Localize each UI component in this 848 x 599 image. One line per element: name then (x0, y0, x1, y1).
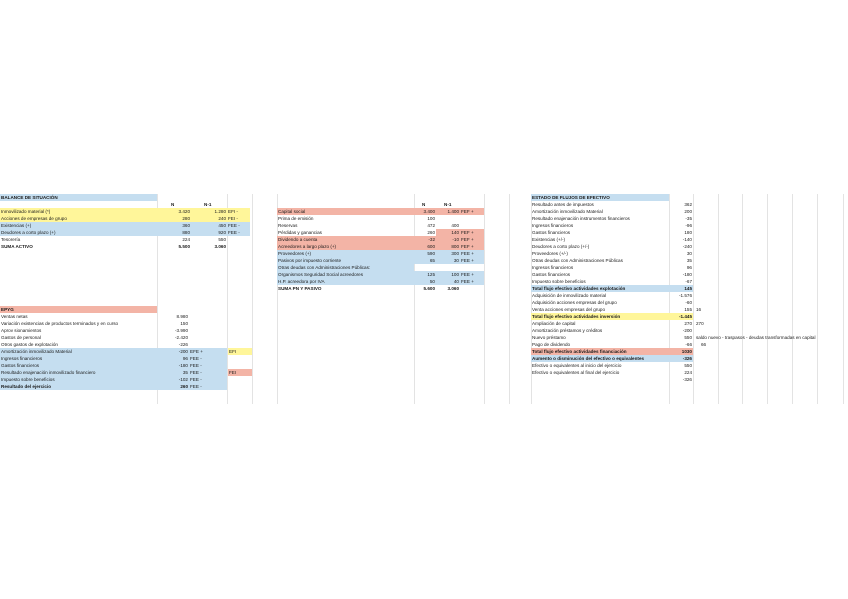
pyg-row-n[interactable]: 150 (180, 321, 188, 326)
flujos-row-value[interactable]: 550 (684, 363, 692, 368)
pasivo-col-n1: N-1 (444, 202, 452, 207)
flujos-row-note[interactable]: 270 (696, 321, 704, 326)
pyg-row-label[interactable]: Resultado enajenación inmovilizado financiero (0, 369, 157, 376)
balance-row-flag[interactable]: FEE - (227, 229, 250, 236)
flujos-row-label[interactable]: Venta acciones empresas del grupo (532, 307, 606, 312)
pyg-row-n[interactable]: 35 (157, 369, 189, 376)
balance-row-n[interactable]: 224 (182, 237, 190, 242)
balance-row-n[interactable]: 880 (157, 229, 191, 236)
flujos-row-label[interactable]: Ingresos financieros (532, 223, 574, 228)
balance-row-n[interactable]: 3.420 (157, 208, 191, 215)
pyg-row-flag[interactable]: FEE - (189, 369, 227, 376)
pasivo-col-n: N (422, 202, 426, 207)
flujos-total-financiacion-value[interactable]: 1030 (669, 348, 693, 355)
pasivo-row-label[interactable]: Dividendo a cuenta (277, 236, 414, 243)
balance-row-label[interactable]: Acciones de empresas de grupo (0, 215, 157, 222)
flujos-row-value[interactable]: 180 (684, 230, 692, 235)
flujos-row-value[interactable]: 550 (684, 335, 692, 340)
pasivo-row-n1[interactable]: 400 (451, 223, 459, 228)
flujos-row-value[interactable]: 96 (686, 265, 692, 270)
pasivo-row-label[interactable]: Pérdidas y ganancias (278, 230, 322, 235)
flujos-row-label[interactable]: Resultado antes de impuestos (532, 202, 594, 207)
balance-row-label[interactable]: Existencias (+) (0, 222, 157, 229)
flujos-row-value[interactable]: 155 (684, 307, 692, 312)
pasivo-row-n[interactable]: 50 (414, 278, 436, 285)
flujos-total-explotacion-label[interactable]: Total flujo efectivo actividades explotación (531, 285, 669, 292)
balance-total-n[interactable]: 5.500 (178, 244, 190, 249)
pyg-row-n[interactable]: -180 (157, 362, 189, 369)
flujos-total-explotacion-value[interactable]: 145 (669, 285, 693, 292)
flujos-row-value[interactable]: 270 (684, 321, 692, 326)
pasivo-row-n1[interactable]: -10 (436, 236, 460, 243)
grid-line (509, 194, 510, 404)
flujos-row-label[interactable]: Ampliación de capital (532, 321, 576, 326)
pasivo-row-label[interactable]: Prima de emisión (278, 216, 314, 221)
balance-row-flag[interactable]: FEE - (227, 222, 250, 229)
flujos-row-label[interactable]: Deudores a corto plazo (+/-) (532, 244, 590, 249)
flujos-row-label[interactable]: Resultado enajenación instrumentos financieros (532, 216, 630, 221)
pasivo-row-n[interactable]: 260 (427, 230, 435, 235)
flujos-row-value[interactable]: -60 (685, 300, 692, 305)
balance-row-label[interactable]: Tesorería (1, 237, 21, 242)
grid-line (767, 194, 768, 404)
pyg-row-label[interactable]: Aprov sionamientos (1, 328, 42, 333)
flujos-row-value[interactable]: 200 (684, 209, 692, 214)
flujos-total-inversion-value[interactable]: -1.445 (669, 313, 693, 320)
flujos-row-value[interactable]: 30 (686, 251, 692, 256)
flujos-row-label[interactable]: Pago de dividendo (532, 342, 571, 347)
pasivo-row-label[interactable]: Proveedores (+) (277, 250, 414, 257)
balance-col-n1: N-1 (204, 202, 212, 207)
flujos-variacion-label[interactable]: Aumento o disminución del efectivo o equivalentes (531, 355, 669, 362)
pasivo-row-flag[interactable]: FEF + (460, 243, 484, 250)
pasivo-row-flag[interactable]: FEE + (460, 278, 484, 285)
balance-row-n[interactable]: 280 (157, 215, 191, 222)
pasivo-row-flag[interactable]: FEF + (460, 229, 484, 236)
pyg-row-label[interactable]: Gastos financieros (0, 362, 157, 369)
pyg-row-n[interactable]: -2.420 (174, 335, 188, 340)
pyg-result-n[interactable]: 260 (157, 383, 189, 390)
pasivo-row-n[interactable]: 590 (414, 250, 436, 257)
pasivo-total-n[interactable]: 5.600 (423, 286, 435, 291)
pasivo-row-flag[interactable]: FEF + (460, 208, 484, 215)
grid-line (693, 194, 694, 404)
flujos-row-label[interactable]: Nuevo préstamo (532, 335, 566, 340)
flujos-row-value[interactable]: 224 (684, 370, 692, 375)
flujos-row-label[interactable]: Efectivo o equivalentes al inicio del ejercicio (532, 363, 622, 368)
pasivo-total-n1[interactable]: 3.060 (447, 286, 459, 291)
pyg-row-n[interactable]: -3.990 (174, 328, 188, 333)
flujos-title: ESTADO DE FLUJOS DE EFECTIVO (531, 194, 669, 201)
pasivo-row-n[interactable]: 100 (427, 216, 435, 221)
balance-total-n1[interactable]: 3.060 (214, 244, 226, 249)
flujos-row-label[interactable]: Proveedores (+/-) (532, 251, 568, 256)
pyg-row-label[interactable]: Amortización inmovilizado Material (0, 348, 157, 355)
pasivo-row-n[interactable]: 600 (414, 243, 436, 250)
pyg-result-flag[interactable]: FEE - (189, 383, 227, 390)
pyg-row-label[interactable]: Ingresos financieros (0, 355, 157, 362)
balance-row-n[interactable]: 360 (157, 222, 191, 229)
pasivo-row-flag[interactable]: FEE + (460, 257, 484, 264)
pasivo-row-n[interactable]: -32 (414, 236, 436, 243)
flujos-row-value[interactable]: -35 (685, 216, 692, 221)
pyg-row-n[interactable]: -102 (157, 376, 189, 383)
pasivo-row-n1[interactable]: 100 (436, 271, 460, 278)
pasivo-row-label[interactable]: Organismos Seguridad Social acreedores (277, 271, 414, 278)
pyg-row-mark[interactable]: FEI (228, 369, 252, 376)
pasivo-row-n[interactable]: 3.400 (414, 208, 436, 215)
balance-row-label[interactable]: Inmovilizado material (*) (0, 208, 157, 215)
pasivo-row-flag[interactable]: FEE + (460, 271, 484, 278)
pasivo-row-flag[interactable]: FEE + (460, 250, 484, 257)
grid-line (843, 194, 844, 404)
flujos-row-value[interactable]: -140 (682, 237, 692, 242)
flujos-row-label[interactable]: Adquisición acciones empresas del grupo (532, 300, 617, 305)
flujos-row-label[interactable]: Amortización préstamos y créditos (532, 328, 603, 333)
pasivo-row-n1[interactable]: 140 (436, 229, 460, 236)
flujos-row-value[interactable]: 35 (686, 258, 692, 263)
grid-line (742, 194, 743, 404)
balance-row-n1[interactable]: 450 (191, 222, 227, 229)
flujos-row-value[interactable]: -200 (682, 328, 692, 333)
pyg-row-n[interactable]: 8.980 (176, 314, 188, 319)
pyg-row-flag[interactable]: EFE + (189, 348, 227, 355)
pasivo-row-label[interactable]: Acreedores a largo plazo (+) (277, 243, 414, 250)
flujos-row-value[interactable]: 362 (684, 202, 692, 207)
pasivo-row-flag[interactable]: FEF + (460, 236, 484, 243)
grid-line (718, 194, 719, 404)
pyg-row-n[interactable]: -226 (178, 342, 188, 347)
pasivo-row-n[interactable]: 125 (414, 271, 436, 278)
pasivo-total-label[interactable]: SUMA PN Y PASIVO (278, 286, 322, 291)
balance-row-flag[interactable]: FEI - (227, 215, 250, 222)
pyg-row-n[interactable]: -200 (157, 348, 189, 355)
pasivo-row-n[interactable]: 65 (414, 257, 436, 264)
pasivo-row-n1[interactable]: 300 (436, 250, 460, 257)
pyg-row-n[interactable]: 96 (157, 355, 189, 362)
pyg-row-label[interactable]: Ventas netas (1, 314, 28, 319)
flujos-row-note[interactable]: 16 (696, 307, 702, 312)
pasivo-row-label[interactable]: H.P. acreedora por IVA (277, 278, 414, 285)
pasivo-row-n[interactable]: 472 (427, 223, 435, 228)
flujos-row-label[interactable]: Gastos financieros (532, 230, 571, 235)
flujos-row-value[interactable]: -180 (682, 272, 692, 277)
balance-col-n: N (171, 202, 175, 207)
pasivo-row-label[interactable]: Otras deudas con Administraciones Públicas: (277, 264, 414, 271)
flujos-total-inversion-label[interactable]: Total flujo efectivo actividades inversión (531, 313, 669, 320)
grid-line (817, 194, 818, 404)
grid-line (484, 194, 485, 404)
balance-row-label[interactable]: Deudores a corto plazo (+) (0, 229, 157, 236)
pasivo-row-n1[interactable]: 1.400 (436, 208, 460, 215)
flujos-row-label[interactable]: Amortización inmovilizado Material (532, 209, 603, 214)
flujos-row-value[interactable]: -240 (682, 244, 692, 249)
balance-row-n1[interactable]: 920 (191, 229, 227, 236)
flujos-row-note[interactable]: saldo nuevo - traspasos - deudas transformadas en capital (696, 335, 816, 340)
flujos-variacion-value[interactable]: -326 (669, 355, 693, 362)
flujos-total-financiacion-label[interactable]: Total flujo efectivo actividades financiación (531, 348, 669, 355)
pyg-row-label[interactable]: Impuesto sobre beneficios (0, 376, 157, 383)
pasivo-row-label[interactable]: Capital social (277, 208, 414, 215)
pasivo-row-n1[interactable]: 800 (436, 243, 460, 250)
flujos-row-label[interactable]: Gastos financieros (532, 272, 571, 277)
flujos-row-label[interactable]: Adquisición de inmovilizado material (532, 293, 607, 298)
balance-row-flag[interactable]: EFI - (227, 208, 250, 215)
flujos-row-label[interactable]: Ingresos financieros (532, 265, 574, 270)
flujos-row-label[interactable]: Existencias (+/-) (532, 237, 566, 242)
pasivo-row-n1[interactable]: 30 (436, 257, 460, 264)
flujos-row-label[interactable]: Otras deudas con Administraciones Públicas (532, 258, 623, 263)
balance-title: BALANCE DE SITUACIÓN (0, 194, 157, 201)
grid-line (252, 194, 253, 404)
pyg-row-flag[interactable]: FEE - (189, 362, 227, 369)
balance-row-n1[interactable]: 240 (191, 215, 227, 222)
flujos-row-value[interactable]: -66 (685, 342, 692, 347)
flujos-row-label[interactable]: Efectivo o equivalentes al final del ejercicio (532, 370, 620, 375)
flujos-row-value[interactable]: -1.576 (678, 293, 692, 298)
flujos-row-value[interactable]: -96 (685, 223, 692, 228)
balance-total-label[interactable]: SUMA ACTIVO (1, 244, 33, 249)
pyg-row-label[interactable]: Gastos de personal (1, 335, 41, 340)
pyg-row-mark[interactable]: EFI (228, 348, 252, 355)
pyg-title: EPYG (0, 306, 157, 313)
pyg-row-label[interactable]: Variación existencias de productos terminados y en curso (1, 321, 119, 326)
pyg-row-flag[interactable]: FEE - (189, 355, 227, 362)
pyg-row-flag[interactable]: FEE - (189, 376, 227, 383)
balance-row-n1[interactable]: 1.280 (191, 208, 227, 215)
pyg-result-label[interactable]: Resultado del ejercicio (0, 383, 157, 390)
spreadsheet-grid (0, 194, 848, 404)
pasivo-row-label[interactable]: Pasivos por impuesto corriente (277, 257, 414, 264)
flujos-check-value[interactable]: -326 (682, 377, 692, 382)
flujos-row-label[interactable]: Impuesto sobre beneficios (532, 279, 586, 284)
grid-line (792, 194, 793, 404)
flujos-row-value[interactable]: -67 (685, 279, 692, 284)
pasivo-row-n1[interactable]: 40 (436, 278, 460, 285)
balance-row-n1[interactable]: 550 (218, 237, 226, 242)
pasivo-row-label[interactable]: Reservas (278, 223, 298, 228)
flujos-row-note[interactable]: 66 (701, 342, 707, 347)
pyg-row-label[interactable]: Otros gastos de explotación (1, 342, 58, 347)
